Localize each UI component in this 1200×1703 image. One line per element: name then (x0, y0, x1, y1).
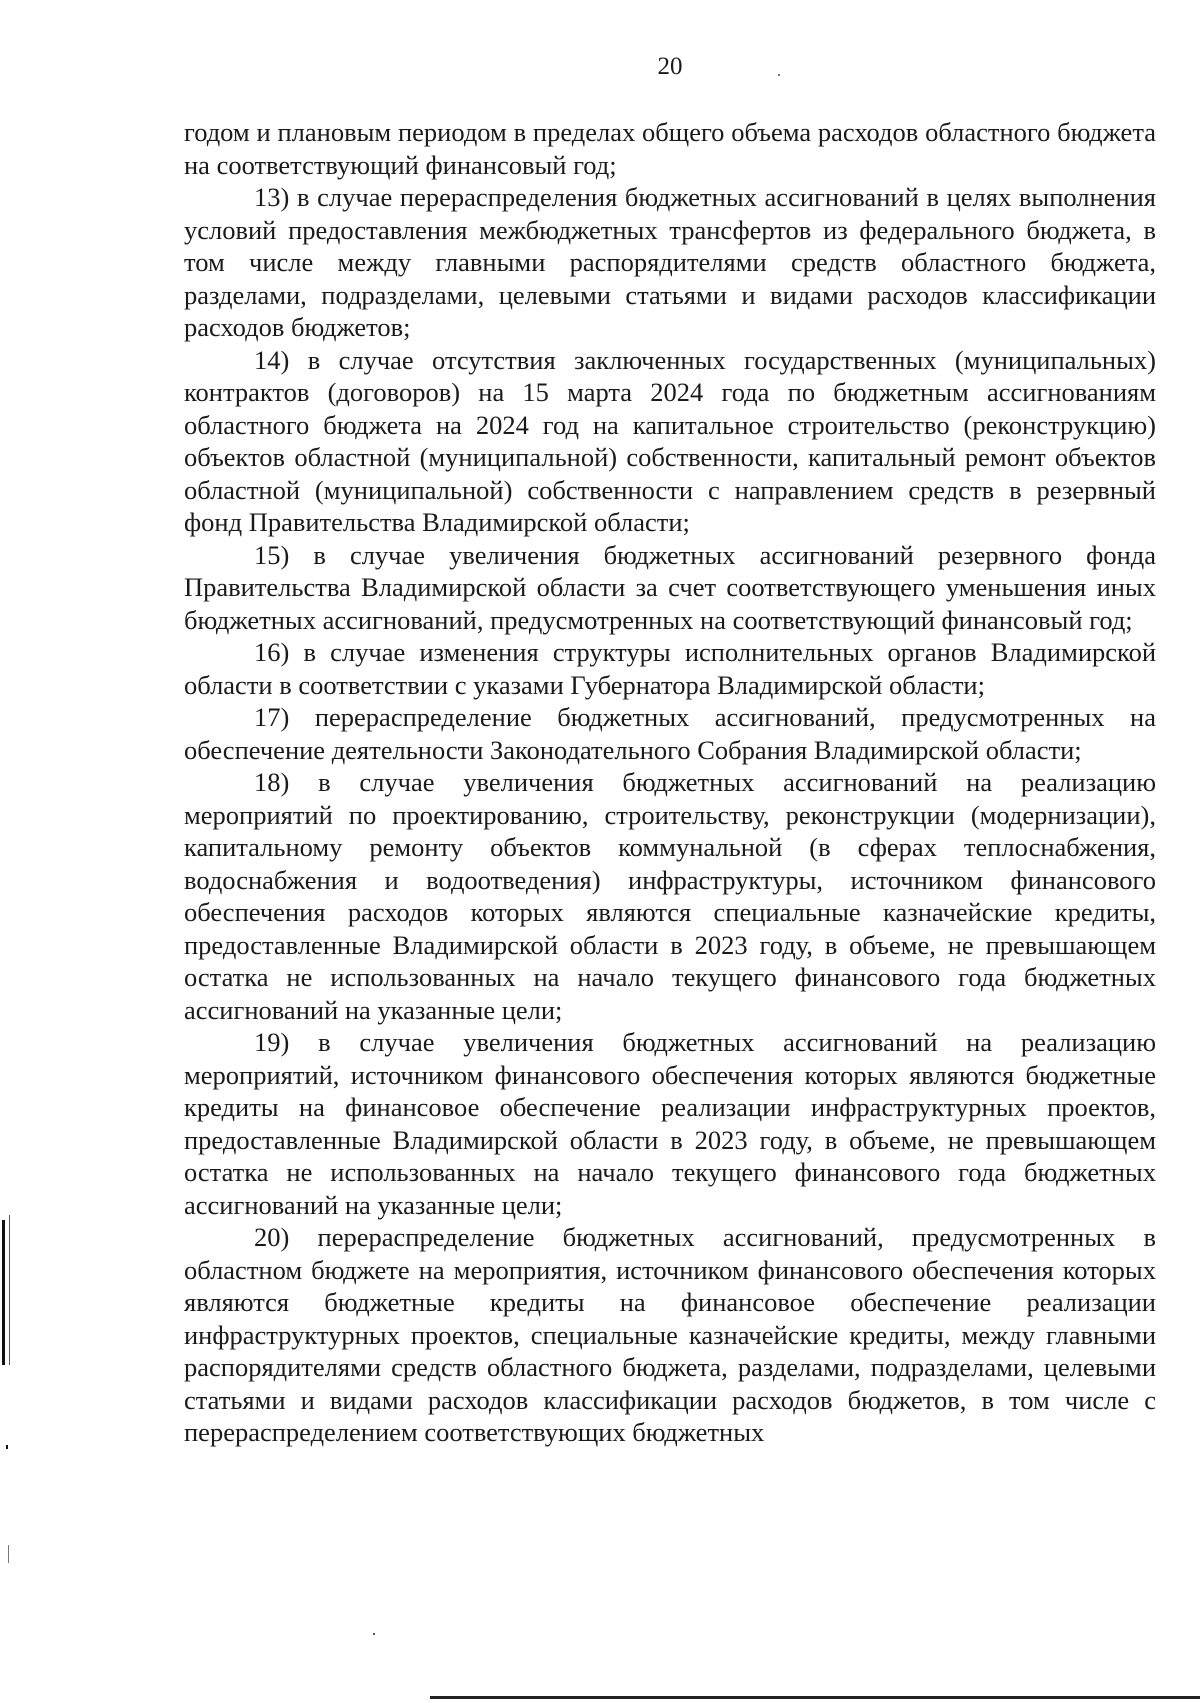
paragraph-item-13: 13) в случае перераспределения бюджетных ассигнований в целях выполнения условий предоставления межбюджетных трансфертов из федерального бюджета, в том числе между главными распорядителями средств областного бюджета, разделами, подразделами, целевыми статьями и видами расходов классификации расходов бюджетов; (184, 182, 1156, 342)
page-number: 20 (657, 53, 683, 80)
paragraph-item-19: 19) в случае увеличения бюджетных ассигнований на реализацию мероприятий, источником финансового обеспечения которых являются бюджетные кредиты на финансовое обеспечение реализации инфраструктурных проектов, предоставленные Владимирской области в 2023 году, в объеме, не превышающем остатка не использованных на начало текущего финансового года бюджетных ассигнований на указанные цели; (184, 1027, 1156, 1220)
paragraph-continuation: годом и плановым периодом в пределах общего объема расходов областного бюджета на соответствующий финансовый год; (184, 117, 1156, 180)
paragraph-item-16: 16) в случае изменения структуры исполнительных органов Владимирской области в соответствии с указами Губернатора Владимирской области; (184, 637, 1156, 700)
paragraph-item-14: 14) в случае отсутствия заключенных государственных (муниципальных) контрактов (договоров) на 15 марта 2024 года по бюджетным ассигнованиям областного бюджета на 2024 год на капитальное строительство (реконструкцию) объектов областной (муниципальной) собственности, капитальный ремонт объектов областной (муниципальной) собственности с направлением средств в резервный фонд Правительства Владимирской области; (184, 344, 1156, 537)
paragraph-item-18: 18) в случае увеличения бюджетных ассигнований на реализацию мероприятий по проектированию, строительству, реконструкции (модернизации), капитальному ремонту объектов коммунальной (в сферах теплоснабжения, водоснабжения и водоотведения) инфраструктуры, источником финансового обеспечения расходов которых являются специальные казначейские кредиты, предоставленные Владимирской области в 2023 году, в объеме, не превышающем остатка не использованных на начало текущего финансового года бюджетных ассигнований на указанные цели; (184, 767, 1156, 1025)
document-body (184, 116, 1156, 1449)
scan-artifact-bar (2, 1220, 5, 1365)
scan-artifact-tick (8, 1545, 9, 1563)
paragraph-item-15: 15) в случае увеличения бюджетных ассигнований резервного фонда Правительства Владимирской области за счет соответствующего уменьшения иных бюджетных ассигнований, предусмотренных на соответствующий финансовый год; (184, 539, 1156, 635)
scan-artifact-dot (6, 1445, 8, 1449)
scan-artifact-speck-top (778, 74, 780, 76)
scan-artifact-edge (430, 1696, 1200, 1699)
scan-artifact-line (9, 1215, 10, 1365)
scan-artifact-speck (373, 1633, 375, 1635)
paragraph-item-17: 17) перераспределение бюджетных ассигнований, предусмотренных на обеспечение деятельности Законодательного Собрания Владимирской области; (184, 702, 1156, 765)
paragraph-item-20: 20) перераспределение бюджетных ассигнований, предусмотренных в областном бюджете на мероприятия, источником финансового обеспечения которых являются бюджетные кредиты на финансовое обеспечение реализации инфраструктурных проектов, специальные казначейские кредиты, между главными распорядителями средств областного бюджета, разделами, подразделами, целевыми статьями и видами расходов классификации расходов бюджетов, в том числе с перераспределением соответствующих бюджетных (184, 1222, 1156, 1447)
